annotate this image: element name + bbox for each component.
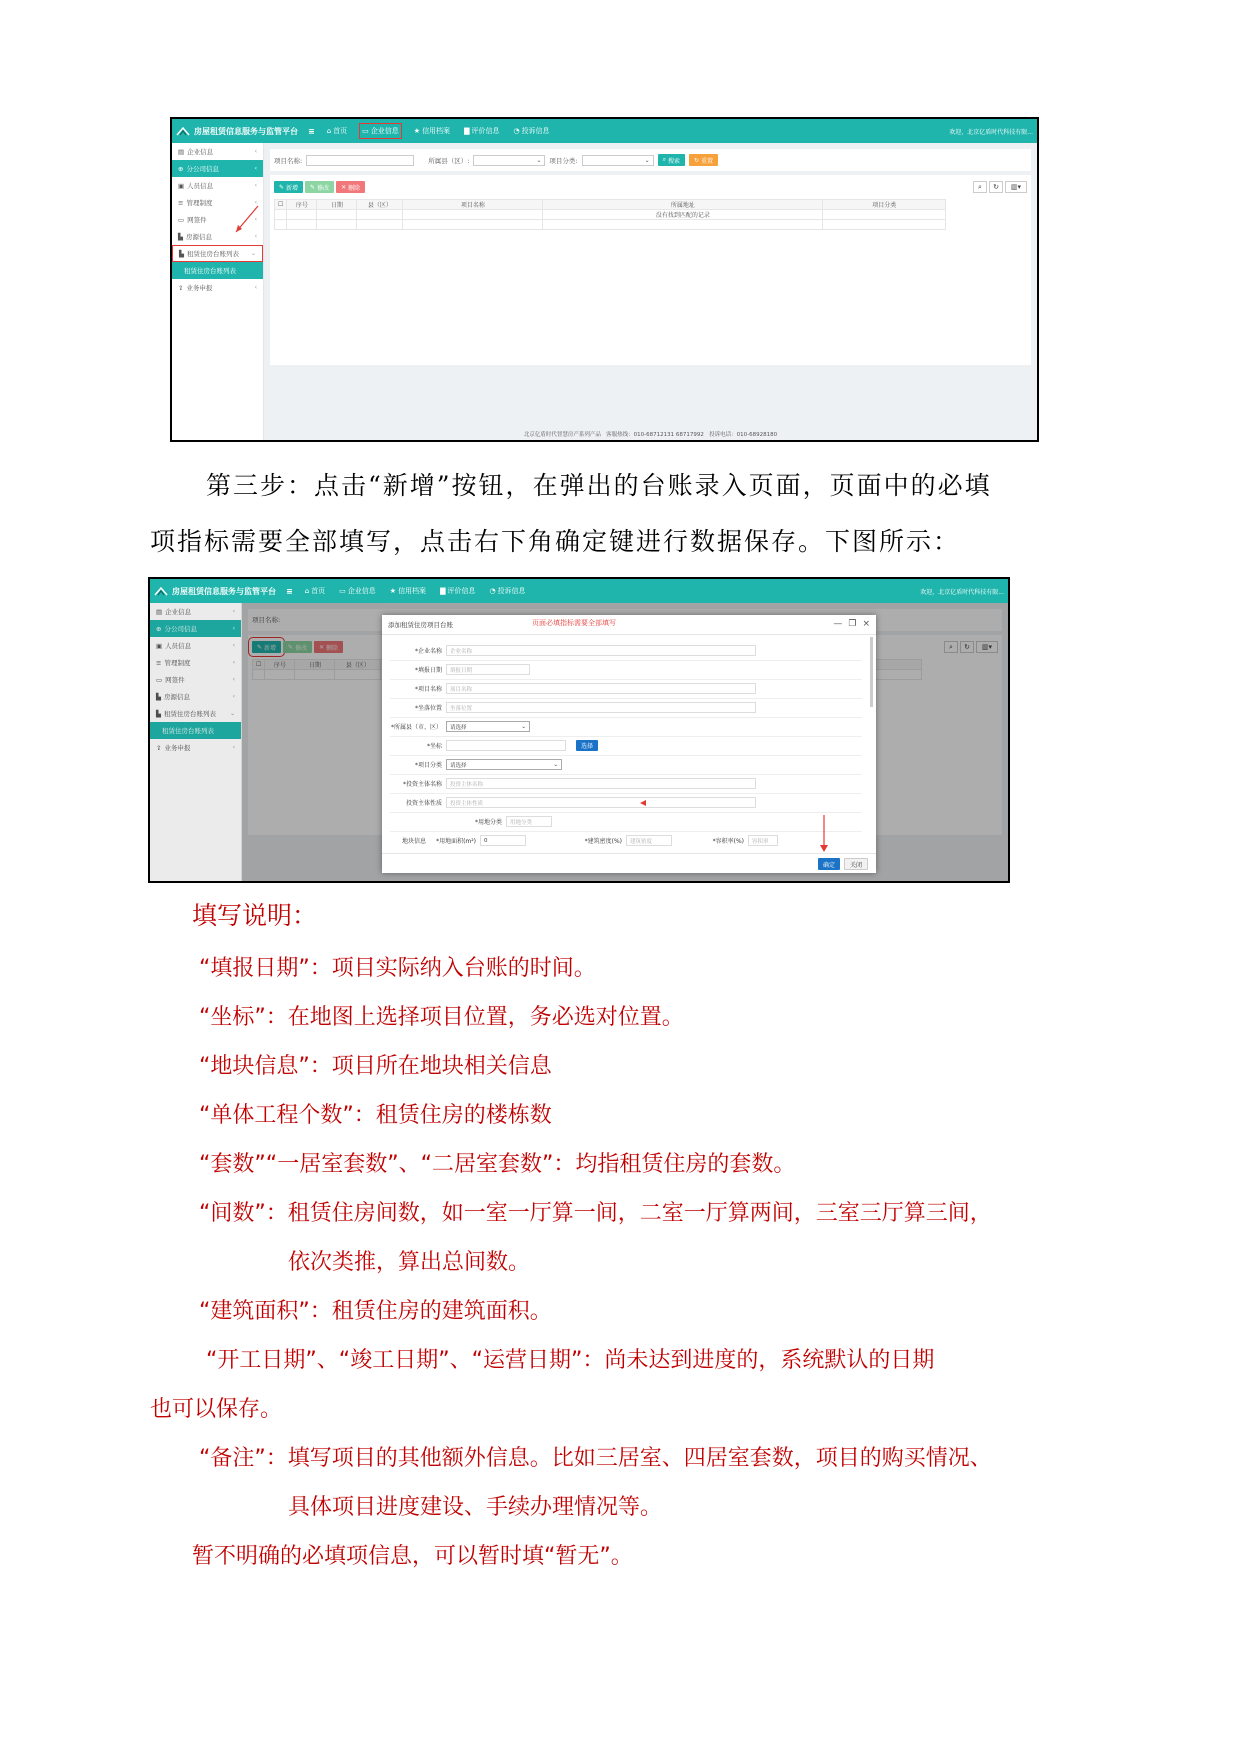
id-card-icon: ▣ <box>156 641 163 650</box>
screenshot-add-modal <box>148 577 1010 883</box>
investor-input[interactable]: 投资主体名称 <box>446 778 756 789</box>
district-select[interactable]: 请选择 ⌄ <box>446 721 530 732</box>
chevron-left-icon: ‹ <box>232 625 235 632</box>
divider <box>390 679 862 680</box>
modal-backdrop-side <box>150 603 242 881</box>
chevron-left-icon: ‹ <box>254 199 257 206</box>
close-button[interactable]: 关闭 <box>844 858 868 870</box>
land-use-input[interactable]: 用地分类 <box>506 816 552 827</box>
field-coords: *坐标 选择 <box>390 740 598 751</box>
sidebar-item-ledger[interactable]: ▙ 租赁住房台账列表 ⌄ <box>156 709 235 718</box>
sidebar-item-declaration[interactable]: ⇪ 业务申报 ‹ <box>156 743 235 752</box>
field-investor: *投资主体名称 投资主体名称 <box>390 778 756 789</box>
sidebar-item-ledger[interactable]: ▙ 租赁住房台账列表 ⌄ <box>172 245 263 262</box>
divider <box>390 812 862 813</box>
chevron-left-icon: ‹ <box>232 744 235 751</box>
monitor-icon: ▭ <box>362 127 369 135</box>
bell-icon: ◔ <box>513 127 520 135</box>
district-select[interactable] <box>473 155 545 166</box>
step3-text-line2: 项指标需要全部填写，点击右下角确定键进行数据保存。下图所示： <box>150 527 961 556</box>
branch-icon: ⊕ <box>156 624 162 633</box>
file-icon: ▙ <box>156 709 161 718</box>
brand <box>150 586 293 597</box>
sidebar-item-branch[interactable]: ⊕ 分公司信息 ‹ <box>172 160 263 177</box>
edit-button[interactable]: ✎ 修改 <box>283 641 312 653</box>
note-line: 具体项目进度建设、手续办理情况等。 <box>288 1495 663 1520</box>
project-name-label: 项目名称: <box>274 156 303 165</box>
land-area-input[interactable]: 0 <box>480 835 526 846</box>
search-icon[interactable]: ⌕ <box>973 181 987 193</box>
note-line: “单体工程个数”：租赁住房的楼栋数 <box>199 1103 552 1128</box>
chevron-down-icon: ⌄ <box>250 250 256 257</box>
home-icon: ⌂ <box>304 587 310 595</box>
divider <box>390 717 862 718</box>
sidebar-item-branch[interactable]: ⊕ 分公司信息 ‹ <box>150 620 241 637</box>
building-icon: ▤ <box>178 147 185 156</box>
chevron-left-icon: ‹ <box>254 284 257 291</box>
field-district: *所属县（市、区） 请选择 ⌄ <box>390 721 530 732</box>
coords-input[interactable] <box>446 740 566 751</box>
menu-toggle-icon[interactable]: ≡ <box>308 126 315 136</box>
home-icon: ⌂ <box>326 127 332 135</box>
nav-credit[interactable]: ★ 信用档案 <box>389 587 427 595</box>
note-line: 也可以保存。 <box>150 1397 283 1422</box>
red-arrow-icon <box>232 204 260 234</box>
close-icon: ✕ <box>341 183 347 191</box>
nav-company[interactable]: ▭ 企业信息 <box>339 587 376 595</box>
table-header-row: ☐ 序号 日期 县（区） <box>253 660 922 670</box>
field-project-name: *项目名称 项目名称 <box>390 683 756 694</box>
nav-evaluation[interactable]: ▇ 评价信息 <box>440 587 476 595</box>
chevron-left-icon: ‹ <box>254 148 257 155</box>
note-line: 暂不明确的必填项信息，可以暂时填“暂无”。 <box>192 1544 633 1569</box>
close-icon[interactable]: × <box>862 619 870 629</box>
columns-icon[interactable]: ▥▾ <box>976 641 998 653</box>
note-line: “备注”：填写项目的其他额外信息。比如三居室、四居室套数，项目的购买情况、 <box>199 1446 992 1471</box>
sidebar-subitem-ledger-list[interactable]: 租赁住房台账列表 <box>172 262 263 279</box>
search-icon[interactable]: ⌕ <box>944 641 958 653</box>
building-icon: ▤ <box>156 607 163 616</box>
divider <box>390 698 862 699</box>
divider <box>390 755 862 756</box>
sidebar-item-company[interactable]: ▤ 企业信息 ‹ <box>178 147 257 156</box>
building-density-input[interactable]: 建筑密度 <box>626 835 672 846</box>
note-line: “建筑面积”：租赁住房的建筑面积。 <box>199 1299 552 1324</box>
sidebar-item-rules[interactable]: ≡ 管理制度 ‹ <box>178 198 257 207</box>
maximize-icon[interactable]: ❐ <box>848 619 857 629</box>
field-plot-row: 地块信息 *用地面积(m²) 0 *建筑密度(%) 建筑密度 *容积率(%) 容积率 <box>390 835 778 846</box>
house-logo-icon <box>154 586 168 596</box>
project-name-input[interactable] <box>306 155 414 166</box>
monitor-icon: ▭ <box>156 675 163 684</box>
refresh-icon[interactable]: ↻ <box>960 641 974 653</box>
field-category: *项目分类 请选择 ⌄ <box>390 759 562 770</box>
upload-icon: ⇪ <box>156 743 162 752</box>
add-button[interactable]: ✎ 新增 <box>274 181 303 193</box>
top-bar <box>150 579 1008 603</box>
star-icon: ★ <box>389 587 397 595</box>
file-icon: ▙ <box>179 249 184 258</box>
modal-scrollbar[interactable] <box>870 637 873 707</box>
step3-text-line1: 第三步：点击“新增”按钮，在弹出的台账录入页面，页面中的必填 <box>206 471 992 500</box>
chevron-left-icon: ‹ <box>232 676 235 683</box>
modal-warning: 页面必填指标需要全部填写 <box>532 619 616 627</box>
project-name-input[interactable]: 项目名称 <box>446 683 756 694</box>
red-arrow-icon <box>819 815 829 853</box>
note-line: “地块信息”：项目所在地块相关信息 <box>199 1054 552 1079</box>
book-icon: ▇ <box>440 587 446 595</box>
edit-button[interactable]: ✎ 修改 <box>305 181 334 193</box>
select-coords-button[interactable]: 选择 <box>576 740 598 751</box>
chevron-left-icon: ‹ <box>254 182 257 189</box>
note-line: “开工日期”、“竣工日期”、“运营日期”：尚未达到进度的，系统默认的日期 <box>206 1348 935 1373</box>
search-panel <box>270 149 1031 171</box>
add-ledger-modal <box>382 615 876 873</box>
ok-button[interactable]: 确定 <box>818 858 840 870</box>
select-all-checkbox[interactable]: ☐ <box>253 660 265 670</box>
sidebar-item-contract[interactable]: ▭ 网签件 ‹ <box>178 215 257 224</box>
sidebar-subitem-ledger-list[interactable]: 租赁住房台账列表 <box>150 722 241 739</box>
chevron-down-icon: ⌄ <box>536 156 542 164</box>
field-investor-type: 投资主体性质 投资主体性质 <box>390 797 756 808</box>
app-title: 房屋租赁信息服务与监管平台 <box>194 126 298 136</box>
report-date-input[interactable]: 填报日期 <box>446 664 530 675</box>
nav-home[interactable]: ⌂ 首页 <box>326 127 348 135</box>
refresh-icon: ↻ <box>694 156 700 164</box>
file-icon: ▙ <box>156 692 161 701</box>
sidebar-item-housing[interactable]: ▙ 房源信息 ‹ <box>156 692 235 701</box>
chevron-left-icon: ‹ <box>254 216 257 223</box>
chevron-down-icon: ⌄ <box>644 156 650 164</box>
menu-toggle-icon[interactable]: ≡ <box>286 586 293 596</box>
nav-home[interactable]: ⌂ 首页 <box>304 587 326 595</box>
empty-message: 没有找到匹配的记录 <box>543 210 823 220</box>
note-line: “间数”：租赁住房间数，如一室一厅算一间，二室一厅算两间，三室三厅算三间， <box>199 1201 992 1226</box>
monitor-icon: ▭ <box>178 215 185 224</box>
branch-icon: ⊕ <box>178 164 184 173</box>
chevron-left-icon: ‹ <box>232 659 235 666</box>
chevron-left-icon: ‹ <box>232 693 235 700</box>
table-row <box>275 210 946 220</box>
list-icon: ≡ <box>178 198 184 207</box>
add-button[interactable]: ✎ 新增 <box>252 641 281 653</box>
minimize-icon[interactable]: — <box>833 619 843 629</box>
note-line: 依次类推，算出总间数。 <box>288 1250 531 1275</box>
note-line: “套数”“一居室套数”、“二居室套数”：均指租赁住房的套数。 <box>199 1152 796 1177</box>
note-line: “坐标”：在地图上选择项目位置，务必选对位置。 <box>199 1005 684 1030</box>
screenshot-ledger-list <box>170 117 1039 442</box>
monitor-icon: ▭ <box>339 587 346 595</box>
nav-company[interactable]: ▭ 企业信息 <box>359 123 402 139</box>
chevron-down-icon: ⌄ <box>553 761 558 768</box>
plot-info-label: 地块信息 <box>401 838 426 845</box>
sidebar-item-housing[interactable]: ▙ 房源信息 ‹ <box>178 232 257 241</box>
reset-button[interactable]: ↻ 重置 <box>689 154 718 166</box>
file-icon: ▙ <box>178 232 183 241</box>
star-icon: ★ <box>413 127 421 135</box>
app-title: 房屋租赁信息服务与监管平台 <box>172 586 276 596</box>
house-logo-icon <box>176 126 190 136</box>
search-icon: ⌕ <box>662 156 666 163</box>
nav-complaint[interactable]: ◔ 投诉信息 <box>489 587 526 595</box>
chevron-left-icon: ‹ <box>254 233 257 240</box>
field-land-use: *用地分类 用地分类 <box>450 816 552 827</box>
modal-title: 添加租赁住房项目台账 <box>388 621 453 629</box>
edit-icon: ✎ <box>288 643 294 651</box>
cursor-arrow-icon <box>640 800 646 806</box>
notes-title: 填写说明： <box>192 901 318 930</box>
nav-credit[interactable]: ★ 信用档案 <box>413 127 451 135</box>
field-report-date: *填报日期 填报日期 <box>390 664 530 675</box>
refresh-icon[interactable]: ↻ <box>989 181 1003 193</box>
sidebar-item-staff[interactable]: ▣ 人员信息 ‹ <box>156 641 235 650</box>
far-input[interactable]: 容积率 <box>748 835 778 846</box>
select-all-checkbox[interactable]: ☐ <box>275 200 287 210</box>
field-company-name: *企业名称 企业名称 <box>390 645 756 656</box>
table-row <box>275 220 946 230</box>
sidebar-item-declaration[interactable]: ⇪ 业务申报 ‹ <box>178 283 257 292</box>
district-label: 所属县（区）: <box>428 156 470 165</box>
top-bar <box>172 119 1037 143</box>
chevron-left-icon: ‹ <box>254 165 257 172</box>
company-name-input[interactable]: 企业名称 <box>446 645 756 656</box>
nav-evaluation[interactable]: ▇ 评价信息 <box>464 127 500 135</box>
modal-header <box>382 615 876 635</box>
sidebar-item-rules[interactable]: ≡ 管理制度 ‹ <box>156 658 235 667</box>
delete-button[interactable]: ✕ 删除 <box>336 181 365 193</box>
project-name-label: 项目名称: <box>252 616 281 624</box>
ledger-table <box>274 199 946 230</box>
list-icon: ≡ <box>156 658 162 667</box>
book-icon: ▇ <box>464 127 470 135</box>
sidebar <box>172 143 264 440</box>
category-select[interactable] <box>582 155 654 166</box>
brand <box>172 126 315 137</box>
search-button[interactable]: ⌕ 搜索 <box>658 154 685 166</box>
divider <box>390 774 862 775</box>
footer: 北京亿盾时代智慧房产系列产品 客服热线：010-68712131 68717992 投诉电话：010-68928180 <box>523 432 778 438</box>
sidebar-item-staff[interactable]: ▣ 人员信息 ‹ <box>178 181 257 190</box>
chevron-left-icon: ‹ <box>232 642 235 649</box>
table-panel <box>270 175 1031 365</box>
welcome-text: 欢迎，北京亿盾时代科技有限... <box>949 129 1033 136</box>
edit-icon: ✎ <box>310 183 316 191</box>
chevron-down-icon: ⌄ <box>229 710 235 717</box>
divider <box>390 793 862 794</box>
chevron-down-icon: ⌄ <box>521 723 526 730</box>
close-icon: ✕ <box>319 643 325 651</box>
modal-footer <box>382 853 876 873</box>
note-line: “填报日期”：项目实际纳入台账的时间。 <box>199 956 596 981</box>
field-location: *坐落位置 坐落位置 <box>390 702 756 713</box>
sidebar-item-contract[interactable]: ▭ 网签件 ‹ <box>156 675 235 684</box>
upload-icon: ⇪ <box>178 283 184 292</box>
divider <box>390 831 862 832</box>
welcome-text: 欢迎，北京亿盾时代科技有限... <box>920 589 1004 596</box>
divider <box>390 736 862 737</box>
divider <box>390 660 862 661</box>
id-card-icon: ▣ <box>178 181 185 190</box>
sidebar-item-company[interactable]: ▤ 企业信息 ‹ <box>156 607 235 616</box>
columns-icon[interactable]: ▥▾ <box>1005 181 1027 193</box>
category-label: 项目分类: <box>549 156 578 165</box>
chevron-left-icon: ‹ <box>232 608 235 615</box>
edit-icon: ✎ <box>279 183 285 191</box>
table-header-row: ☐ 序号 日期 县（区） 项目名称 所属地址 项目分类 <box>275 200 946 210</box>
location-input[interactable]: 坐落位置 <box>446 702 756 713</box>
bell-icon: ◔ <box>489 587 496 595</box>
delete-button[interactable]: ✕ 删除 <box>314 641 343 653</box>
edit-icon: ✎ <box>257 643 263 651</box>
main-area <box>264 143 1037 440</box>
investor-type-input[interactable]: 投资主体性质 <box>446 797 756 808</box>
nav-complaint[interactable]: ◔ 投诉信息 <box>513 127 550 135</box>
category-select[interactable]: 请选择 ⌄ <box>446 759 562 770</box>
